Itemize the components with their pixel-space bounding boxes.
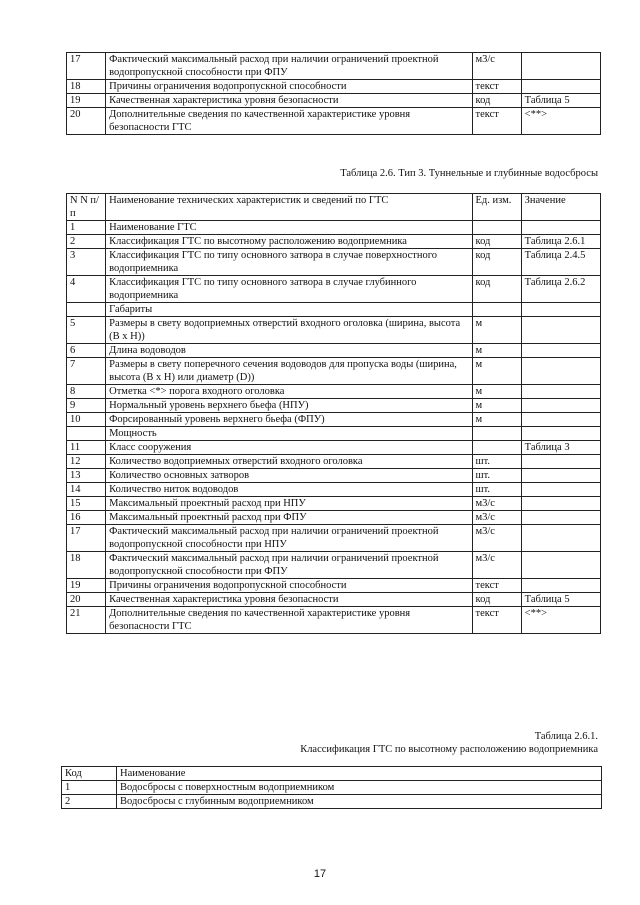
row-unit: шт. xyxy=(472,455,521,469)
table-row xyxy=(67,53,601,80)
row-name: Фактический максимальный расход при наличии ограничений проектной водопропускной способности при ФПУ xyxy=(106,552,472,579)
table-row xyxy=(67,221,601,235)
table-header-row xyxy=(67,194,601,221)
row-value xyxy=(521,525,600,552)
row-value xyxy=(521,511,600,525)
row-number: 8 xyxy=(67,385,106,399)
row-value xyxy=(521,497,600,511)
row-name: Размеры в свету водоприемных отверстий входного оголовка (ширина, высота (В х Н)) xyxy=(106,317,472,344)
table-row xyxy=(67,607,601,634)
header-number: N N п/п xyxy=(67,194,106,221)
table-row xyxy=(62,795,602,809)
table-row xyxy=(67,317,601,344)
row-name: Количество основных затворов xyxy=(106,469,472,483)
row-name: Водосбросы с поверхностным водоприемником xyxy=(117,781,602,795)
header-name: Наименование технических характеристик и сведений по ГТС xyxy=(106,194,472,221)
row-number: 2 xyxy=(67,235,106,249)
table-row xyxy=(67,249,601,276)
table-row xyxy=(67,108,601,135)
table-row xyxy=(67,427,601,441)
row-unit: м3/с xyxy=(472,53,521,80)
row-number: 14 xyxy=(67,483,106,497)
row-number: 6 xyxy=(67,344,106,358)
row-name: Форсированный уровень верхнего бьефа (ФПУ) xyxy=(106,413,472,427)
row-unit xyxy=(472,221,521,235)
header-code: Код xyxy=(62,767,117,781)
header-unit: Ед. изм. xyxy=(472,194,521,221)
table-row xyxy=(62,781,602,795)
row-name: Качественная характеристика уровня безопасности xyxy=(106,94,472,108)
row-name: Нормальный уровень верхнего бьефа (НПУ) xyxy=(106,399,472,413)
row-number: 12 xyxy=(67,455,106,469)
row-unit: код xyxy=(472,249,521,276)
row-number: 9 xyxy=(67,399,106,413)
row-name: Классификация ГТС по типу основного затвора в случае глубинного водоприемника xyxy=(106,276,472,303)
row-unit: м xyxy=(472,413,521,427)
row-unit: шт. xyxy=(472,483,521,497)
row-unit: текст xyxy=(472,607,521,634)
row-name: Количество водоприемных отверстий входного оголовка xyxy=(106,455,472,469)
row-name: Максимальный проектный расход при НПУ xyxy=(106,497,472,511)
row-unit xyxy=(472,441,521,455)
row-value xyxy=(521,483,600,497)
row-name: Качественная характеристика уровня безопасности xyxy=(106,593,472,607)
row-name: Наименование ГТС xyxy=(106,221,472,235)
table-2-6-1-body xyxy=(62,781,602,809)
table-row xyxy=(67,579,601,593)
row-name: Длина водоводов xyxy=(106,344,472,358)
row-name: Количество ниток водоводов xyxy=(106,483,472,497)
row-value xyxy=(521,455,600,469)
row-unit: м xyxy=(472,399,521,413)
table-row xyxy=(67,511,601,525)
row-number: 11 xyxy=(67,441,106,455)
table-row xyxy=(67,80,601,94)
row-unit: шт. xyxy=(472,469,521,483)
row-value xyxy=(521,469,600,483)
table-row xyxy=(67,441,601,455)
row-number: 16 xyxy=(67,511,106,525)
table-2-6-caption: Таблица 2.6. Тип 3. Туннельные и глубинные водосбросы xyxy=(340,168,598,179)
table-2-6-1 xyxy=(61,766,602,809)
row-name: Фактический максимальный расход при наличии ограничений проектной водопропускной способности при ФПУ xyxy=(106,53,472,80)
row-value: <**> xyxy=(521,108,600,135)
row-number: 3 xyxy=(67,249,106,276)
row-value xyxy=(521,552,600,579)
row-number: 18 xyxy=(67,552,106,579)
row-number: 19 xyxy=(67,94,106,108)
row-number: 1 xyxy=(67,221,106,235)
row-unit: текст xyxy=(472,80,521,94)
row-number xyxy=(67,427,106,441)
table-row xyxy=(67,385,601,399)
page-number: 17 xyxy=(313,868,327,880)
row-unit: м3/с xyxy=(472,552,521,579)
row-name: Дополнительные сведения по качественной характеристике уровня безопасности ГТС xyxy=(106,108,472,135)
row-value xyxy=(521,413,600,427)
row-value: Таблица 5 xyxy=(521,593,600,607)
row-name: Максимальный проектный расход при ФПУ xyxy=(106,511,472,525)
row-name: Фактический максимальный расход при наличии ограничений проектной водопропускной способности при НПУ xyxy=(106,525,472,552)
row-value xyxy=(521,344,600,358)
row-name: Отметка <*> порога входного оголовка xyxy=(106,385,472,399)
row-name: Размеры в свету поперечного сечения водоводов для пропуска воды (ширина, высота (В х Н) или диаметр (D)) xyxy=(106,358,472,385)
row-name: Классификация ГТС по типу основного затвора в случае поверхностного водоприемника xyxy=(106,249,472,276)
row-unit: м xyxy=(472,385,521,399)
row-value xyxy=(521,358,600,385)
table-row xyxy=(67,413,601,427)
row-number: 18 xyxy=(67,80,106,94)
row-value xyxy=(521,579,600,593)
row-unit xyxy=(472,303,521,317)
row-code: 2 xyxy=(62,795,117,809)
table-row xyxy=(67,235,601,249)
row-number: 15 xyxy=(67,497,106,511)
row-unit xyxy=(472,427,521,441)
table-2-6-1-title: Классификация ГТС по высотному расположению водоприемника xyxy=(300,744,598,755)
row-unit: код xyxy=(472,235,521,249)
table-2-6-1-number: Таблица 2.6.1. xyxy=(534,731,598,742)
row-name: Класс сооружения xyxy=(106,441,472,455)
table-row xyxy=(67,455,601,469)
table-row xyxy=(67,552,601,579)
row-number: 19 xyxy=(67,579,106,593)
row-name: Причины ограничения водопропускной способности xyxy=(106,579,472,593)
row-name: Дополнительные сведения по качественной характеристике уровня безопасности ГТС xyxy=(106,607,472,634)
table-row xyxy=(67,303,601,317)
row-value xyxy=(521,80,600,94)
table-row xyxy=(67,593,601,607)
row-number xyxy=(67,303,106,317)
table-row xyxy=(67,358,601,385)
row-unit: м xyxy=(472,344,521,358)
table-row xyxy=(67,344,601,358)
row-number: 7 xyxy=(67,358,106,385)
row-value: Таблица 5 xyxy=(521,94,600,108)
table-header-row xyxy=(62,767,602,781)
continued-table-body xyxy=(67,53,601,135)
row-value: Таблица 2.4.5 xyxy=(521,249,600,276)
row-name: Классификация ГТС по высотному расположению водоприемника xyxy=(106,235,472,249)
row-number: 20 xyxy=(67,593,106,607)
row-unit: м3/с xyxy=(472,511,521,525)
row-unit: код xyxy=(472,94,521,108)
row-number: 17 xyxy=(67,53,106,80)
row-number: 20 xyxy=(67,108,106,135)
continued-table xyxy=(66,52,601,135)
row-number: 10 xyxy=(67,413,106,427)
row-value: Таблица 3 xyxy=(521,441,600,455)
row-value xyxy=(521,221,600,235)
row-unit: м xyxy=(472,358,521,385)
row-unit: текст xyxy=(472,579,521,593)
table-row xyxy=(67,276,601,303)
row-value xyxy=(521,385,600,399)
row-value xyxy=(521,427,600,441)
row-number: 21 xyxy=(67,607,106,634)
table-2-6 xyxy=(66,193,601,634)
row-name: Водосбросы с глубинным водоприемником xyxy=(117,795,602,809)
row-value xyxy=(521,317,600,344)
row-unit: код xyxy=(472,276,521,303)
row-unit: м3/с xyxy=(472,525,521,552)
row-value xyxy=(521,53,600,80)
row-value: <**> xyxy=(521,607,600,634)
row-unit: текст xyxy=(472,108,521,135)
table-row xyxy=(67,483,601,497)
row-number: 17 xyxy=(67,525,106,552)
table-row xyxy=(67,399,601,413)
row-name: Причины ограничения водопропускной способности xyxy=(106,80,472,94)
row-unit: м xyxy=(472,317,521,344)
row-code: 1 xyxy=(62,781,117,795)
table-2-6-body xyxy=(67,221,601,634)
table-row xyxy=(67,497,601,511)
row-unit: код xyxy=(472,593,521,607)
row-number: 5 xyxy=(67,317,106,344)
table-row xyxy=(67,94,601,108)
header-name: Наименование xyxy=(117,767,602,781)
row-unit: м3/с xyxy=(472,497,521,511)
row-value: Таблица 2.6.1 xyxy=(521,235,600,249)
row-name: Мощность xyxy=(106,427,472,441)
row-name: Габариты xyxy=(106,303,472,317)
row-number: 4 xyxy=(67,276,106,303)
row-number: 13 xyxy=(67,469,106,483)
header-value: Значение xyxy=(521,194,600,221)
table-row xyxy=(67,469,601,483)
row-value xyxy=(521,399,600,413)
table-row xyxy=(67,525,601,552)
row-value: Таблица 2.6.2 xyxy=(521,276,600,303)
row-value xyxy=(521,303,600,317)
